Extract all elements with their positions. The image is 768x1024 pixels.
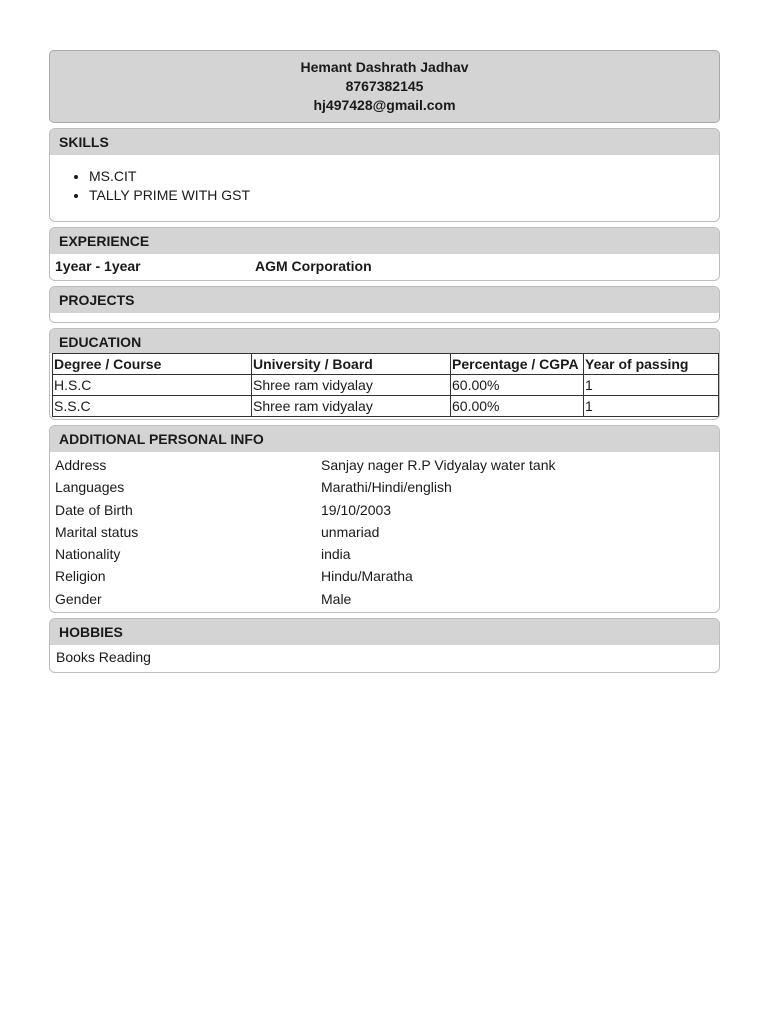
table-row xyxy=(53,375,719,396)
column-header-university: University / Board xyxy=(252,354,451,375)
info-value: Sanjay nager R.P Vidyalay water tank xyxy=(321,457,556,473)
info-value: Marathi/Hindi/english xyxy=(321,479,452,496)
projects-section xyxy=(49,286,720,323)
experience-years: 1year - 1year xyxy=(55,258,141,274)
education-table xyxy=(52,353,719,417)
experience-company: AGM Corporation xyxy=(255,258,372,274)
skill-item: • MS.CIT xyxy=(89,167,719,186)
experience-entry xyxy=(50,254,719,280)
resume-page xyxy=(49,50,720,673)
info-row-nationality xyxy=(50,543,719,565)
info-value: Hindu/Maratha xyxy=(321,568,413,585)
personal-info-title: ADDITIONAL PERSONAL INFO xyxy=(50,426,719,452)
candidate-phone: 8767382145 xyxy=(345,78,424,94)
hobbies-section xyxy=(49,618,720,673)
table-cell: 60.00% xyxy=(451,375,584,396)
info-row-religion xyxy=(50,565,719,587)
experience-section xyxy=(49,227,720,281)
info-row-marital-status xyxy=(50,521,719,543)
info-label: Gender xyxy=(55,590,102,607)
skill-item: • TALLY PRIME WITH GST xyxy=(89,186,719,205)
info-row-address xyxy=(50,454,719,476)
info-row-languages xyxy=(50,476,719,498)
info-label: Date of Birth xyxy=(55,501,133,518)
skills-title: SKILLS xyxy=(50,129,719,155)
personal-info-section xyxy=(49,425,720,613)
candidate-email: hj497428@gmail.com xyxy=(313,97,456,113)
info-label: Address xyxy=(55,457,107,473)
table-cell: H.S.C xyxy=(53,375,252,396)
column-header-degree: Degree / Course xyxy=(53,354,252,375)
table-cell: 1 xyxy=(584,396,719,417)
info-label: Marital status xyxy=(55,523,139,540)
education-section xyxy=(49,328,720,420)
experience-title: EXPERIENCE xyxy=(50,228,719,254)
info-value: india xyxy=(321,546,351,563)
table-cell: 1 xyxy=(584,375,719,396)
candidate-name: Hemant Dashrath Jadhav xyxy=(300,59,469,75)
info-label: Religion xyxy=(55,568,106,585)
skills-section xyxy=(49,128,720,222)
resume-header xyxy=(49,50,720,123)
info-row-gender xyxy=(50,588,719,610)
info-value: 19/10/2003 xyxy=(321,501,392,518)
column-header-year: Year of passing xyxy=(584,354,719,375)
column-header-percentage: Percentage / CGPA xyxy=(451,354,584,375)
hobbies-text: Books Reading xyxy=(56,649,151,666)
projects-title: PROJECTS xyxy=(50,287,719,313)
table-cell: S.S.C xyxy=(53,396,252,417)
table-cell: Shree ram vidyalay xyxy=(252,375,451,396)
info-label: Languages xyxy=(55,479,125,496)
projects-body xyxy=(50,313,719,322)
info-row-date-of-birth xyxy=(50,499,719,521)
info-label: Nationality xyxy=(55,546,121,563)
table-cell: 60.00% xyxy=(451,396,584,417)
skills-list xyxy=(50,167,719,205)
education-title: EDUCATION xyxy=(50,329,719,353)
info-value: Male xyxy=(321,590,352,607)
table-cell: Shree ram vidyalay xyxy=(252,396,451,417)
table-header-row xyxy=(53,354,719,375)
hobbies-title: HOBBIES xyxy=(50,619,719,645)
table-row xyxy=(53,396,719,417)
info-value: unmariad xyxy=(321,523,380,540)
